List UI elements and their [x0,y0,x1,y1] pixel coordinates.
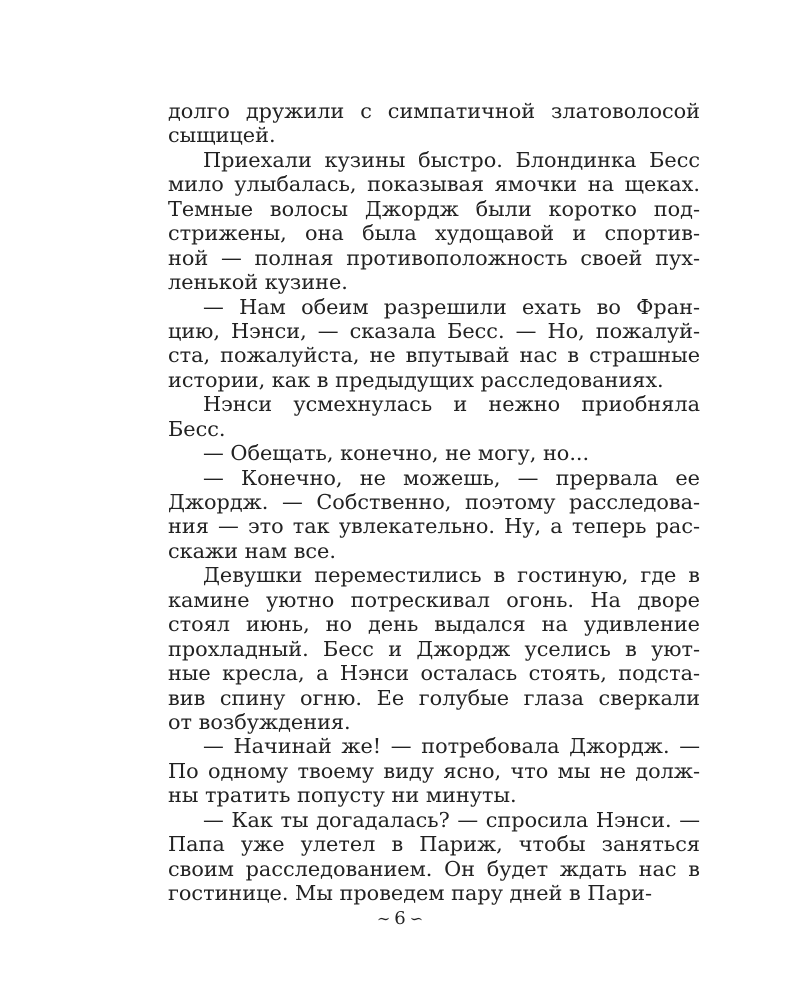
text-line: ния — это так увлекательно. Ну, а теперь рас- [168,514,700,539]
text-line: сыщицей. [168,123,276,148]
text-line: Джордж. — Собственно, поэтому расследова- [168,490,700,514]
paragraph [168,563,700,734]
text-line: гостинице. Мы проведем пару дней в Пари- [168,881,653,905]
text-line: Темные волосы Джордж были коротко под- [168,196,700,221]
text-line: ные кресла, а Нэнси осталась стоять, подста- [168,661,700,686]
text-line: Девушки переместились в гостиную, где в [203,563,700,588]
paragraph [168,441,700,465]
paragraph [168,99,700,148]
text-line: мило улыбалась, показывая ямочки на щеках. [168,172,700,197]
paragraph [168,392,700,441]
paragraph [168,295,700,393]
paragraph [168,808,700,906]
paragraph [168,148,700,295]
page-text [168,99,700,905]
text-line: Папа уже улетел в Париж, чтобы заняться [168,832,700,857]
text-line: — Обещать, конечно, не могу, но... [203,441,590,466]
page-footer [0,908,800,929]
text-line: ленькой кузине. [168,270,348,295]
text-line: Нэнси усмехнулась и нежно приобняла [203,392,700,417]
text-line: стоял июнь, но день выдался на удивление [168,612,700,637]
text-line: цию, Нэнси, — сказала Бесс. — Но, пожалуй- [168,318,700,343]
text-line: ны тратить попусту ни минуты. [168,783,517,808]
ornament-left-icon: ∼ [376,909,391,928]
text-line: своим расследованием. Он будет ждать нас в [168,856,700,881]
text-line: истории, как в предыдущих расследованиях. [168,367,664,392]
text-line: — Нам обеим разрешили ехать во Фран- [203,294,700,319]
text-line: скажи нам все. [168,538,336,563]
text-line: — Как ты догадалась? — спросила Нэнси. — [203,807,700,832]
text-line: долго дружили с симпатичной златоволосой [168,99,700,123]
text-line: Бесс. [168,416,226,441]
text-line: прохладный. Бесс и Джордж уселись в уют- [168,636,700,661]
text-line: вив спину огню. Ее голубые глаза сверкали [168,685,700,710]
paragraph [168,734,700,807]
ornament-right-icon: ∽ [409,909,424,928]
page-number: 6 [394,908,406,929]
text-line: По одному твоему виду ясно, что мы не долж- [168,758,700,783]
text-line: от возбуждения. [168,709,351,734]
text-line: стрижены, она была худощавой и спортив- [168,221,700,246]
text-line: камине уютно потрескивал огонь. На дворе [168,587,700,612]
text-line: ста, пожалуйста, не впутывай нас в страшные [168,343,700,368]
paragraph [168,466,700,564]
text-line: — Конечно, не можешь, — прервала ее [203,465,700,490]
text-line: Приехали кузины быстро. Блондинка Бесс [203,147,700,172]
text-line: ной — полная противоположность своей пух- [168,245,700,270]
text-line: — Начинай же! — потребовала Джордж. — [203,734,700,759]
